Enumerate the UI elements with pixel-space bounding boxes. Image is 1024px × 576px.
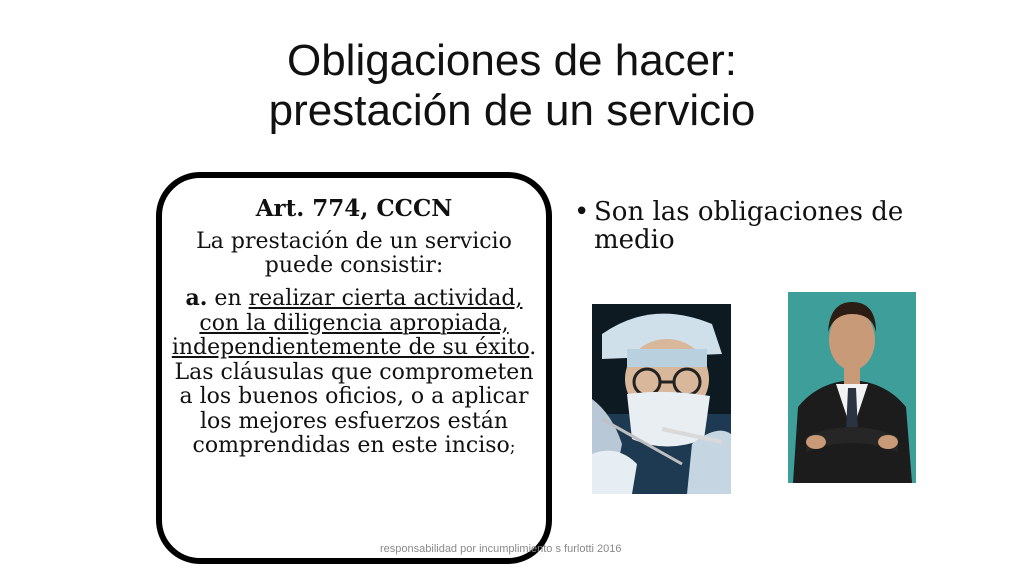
item-letter: a.	[185, 285, 208, 311]
title-line-1: Obligaciones de hacer:	[286, 36, 738, 85]
lawyer-photo	[788, 292, 916, 483]
article-text-part2: . Las cláusulas que comprometen a los buenos oficios, o a aplicar los mejores esfuerzos están comprendidas en este inciso	[174, 335, 537, 458]
bullet-symbol: •	[574, 197, 590, 227]
article-heading: Art. 774, CCCN	[255, 195, 453, 222]
title-line-2: prestación de un servicio	[268, 86, 756, 135]
article-intro: La prestación de un servicio puede consistir:	[196, 229, 512, 278]
surgeon-photo	[592, 304, 731, 494]
article-underlined: realizar cierta actividad, con la diligencia apropiada, independientemente de su éxito	[171, 286, 530, 360]
bullet-item	[574, 198, 904, 254]
article-end-punct: ;	[509, 437, 516, 457]
bullet-text: Son las obligaciones de medio	[594, 197, 904, 255]
article-text-part1: en	[207, 286, 249, 311]
article-text	[166, 196, 542, 460]
slide-title	[0, 36, 1024, 136]
footer-text: responsabilidad por incumplimiento s furlotti 2016	[380, 543, 622, 555]
article-body	[166, 286, 542, 460]
